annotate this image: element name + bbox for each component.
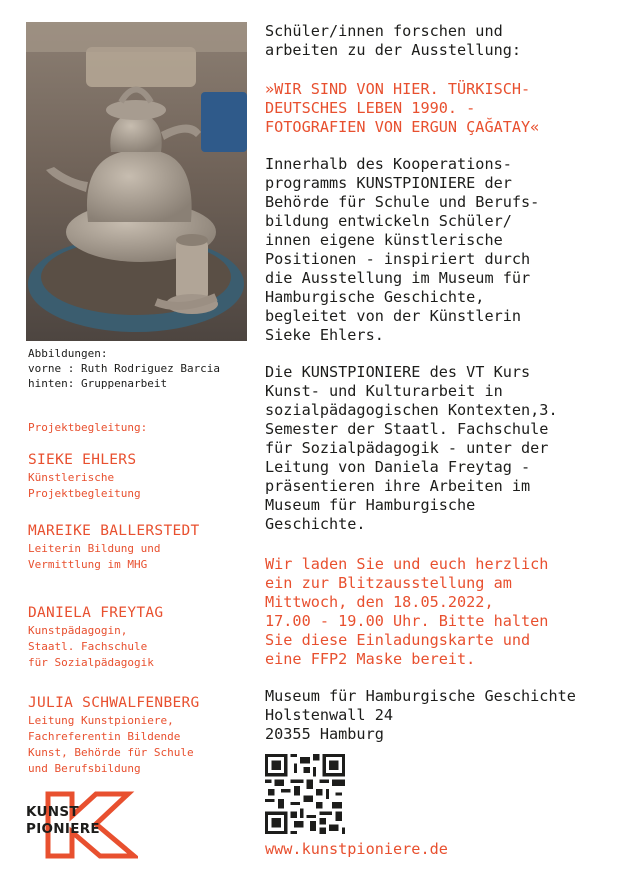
person-julia-schwalfenberg [28, 694, 200, 777]
intro-line: Schüler/innen forschen und [265, 22, 503, 40]
qr-code-icon[interactable] [265, 754, 345, 834]
text-line: 17.00 - 19.00 Uhr. Bitte halten [265, 612, 549, 630]
role-line: Vermittlung im MHG [28, 558, 148, 571]
person-role [28, 541, 200, 573]
text-line: Behörde für Schule und Berufs- [265, 193, 540, 211]
person-role [28, 470, 141, 502]
text-line: Wir laden Sie und euch herzlich [265, 555, 549, 573]
text-line: Die KUNSTPIONIERE des VT Kurs [265, 363, 531, 381]
person-name: DANIELA FREYTAG [28, 605, 164, 621]
text-line: die Ausstellung im Museum für [265, 269, 531, 287]
text-line: präsentieren ihre Arbeiten im [265, 477, 531, 495]
text-line: programms KUNSTPIONIERE der [265, 174, 512, 192]
person-sieke-ehlers [28, 451, 141, 502]
text-line: Leitung von Daniela Freytag - [265, 458, 531, 476]
role-line: Künstlerische [28, 471, 115, 484]
person-name: MAREIKE BALLERSTEDT [28, 523, 200, 539]
caption-back: hinten: Gruppenarbeit [28, 377, 168, 390]
text-line: eine FFP2 Maske bereit. [265, 650, 476, 668]
text-line: Geschichte. [265, 515, 366, 533]
text-line: bildung entwickeln Schüler/ [265, 212, 512, 230]
paragraph-1 [265, 155, 610, 345]
role-line: Fachreferentin Bildende [28, 730, 181, 743]
caption-heading: Abbildungen: [28, 347, 108, 360]
artwork-photo [26, 22, 247, 341]
text-line: Positionen - inspiriert durch [265, 250, 531, 268]
text-line: Kunst- und Kulturarbeit in [265, 382, 503, 400]
role-line: Kunst, Behörde für Schule [28, 746, 194, 759]
person-name: SIEKE EHLERS [28, 452, 137, 468]
role-line: für Sozialpädagogik [28, 656, 154, 669]
logo-line1: KUNST [26, 804, 79, 820]
intro-line: arbeiten zu der Ausstellung: [265, 41, 522, 59]
text-line: für Sozialpädagogik - unter der [265, 439, 549, 457]
role-line: Leitung Kunstpioniere, [28, 714, 174, 727]
text-line: sozialpädagogischen Kontexten,3. [265, 401, 558, 419]
role-line: Kunstpädagogin, [28, 624, 128, 637]
caption-front: vorne : Ruth Rodriguez Barcia [28, 362, 221, 375]
title-line: »WIR SIND VON HIER. TÜRKISCH- [265, 80, 531, 98]
intro [265, 22, 610, 60]
text-line: ein zur Blitzausstellung am [265, 574, 512, 592]
person-mareike-ballerstedt [28, 522, 200, 573]
address-line: 20355 Hamburg [265, 725, 384, 743]
role-line: Leiterin Bildung und [28, 542, 161, 555]
address-line: Holstenwall 24 [265, 706, 394, 724]
text-line: Semester der Staatl. Fachschule [265, 420, 549, 438]
text-line: Museum für Hamburgische [265, 496, 476, 514]
person-role [28, 713, 200, 777]
photo-caption [28, 346, 220, 391]
clay-teapot-image [26, 22, 247, 341]
person-role [28, 623, 163, 671]
text-line: Mittwoch, den 18.05.2022, [265, 593, 494, 611]
project-heading: Projektbegleitung: [28, 421, 148, 434]
text-line: Sie diese Einladungskarte und [265, 631, 531, 649]
role-line: Staatl. Fachschule [28, 640, 148, 653]
person-name: JULIA SCHWALFENBERG [28, 695, 200, 711]
text-line: Hamburgische Geschichte, [265, 288, 485, 306]
text-line: innen eigene künstlerische [265, 231, 503, 249]
role-line: und Berufsbildung [28, 762, 141, 775]
kunstpioniere-logo [26, 790, 138, 860]
paragraph-2 [265, 363, 610, 534]
address [265, 687, 610, 744]
exhibition-title [265, 80, 610, 137]
title-line: DEUTSCHES LEBEN 1990. - [265, 99, 476, 117]
invitation [265, 555, 610, 669]
text-line: Sieke Ehlers. [265, 326, 384, 344]
logo-line2: PIONIERE [26, 821, 100, 837]
website-link[interactable]: www.kunstpioniere.de [265, 840, 448, 858]
role-line: Projektbegleitung [28, 487, 141, 500]
title-line: FOTOGRAFIEN VON ERGUN ÇAĞATAY« [265, 118, 540, 136]
person-daniela-freytag [28, 604, 163, 671]
address-line: Museum für Hamburgische Geschichte [265, 687, 576, 705]
text-line: Innerhalb des Kooperations- [265, 155, 512, 173]
text-line: begleitet von der Künstlerin [265, 307, 522, 325]
